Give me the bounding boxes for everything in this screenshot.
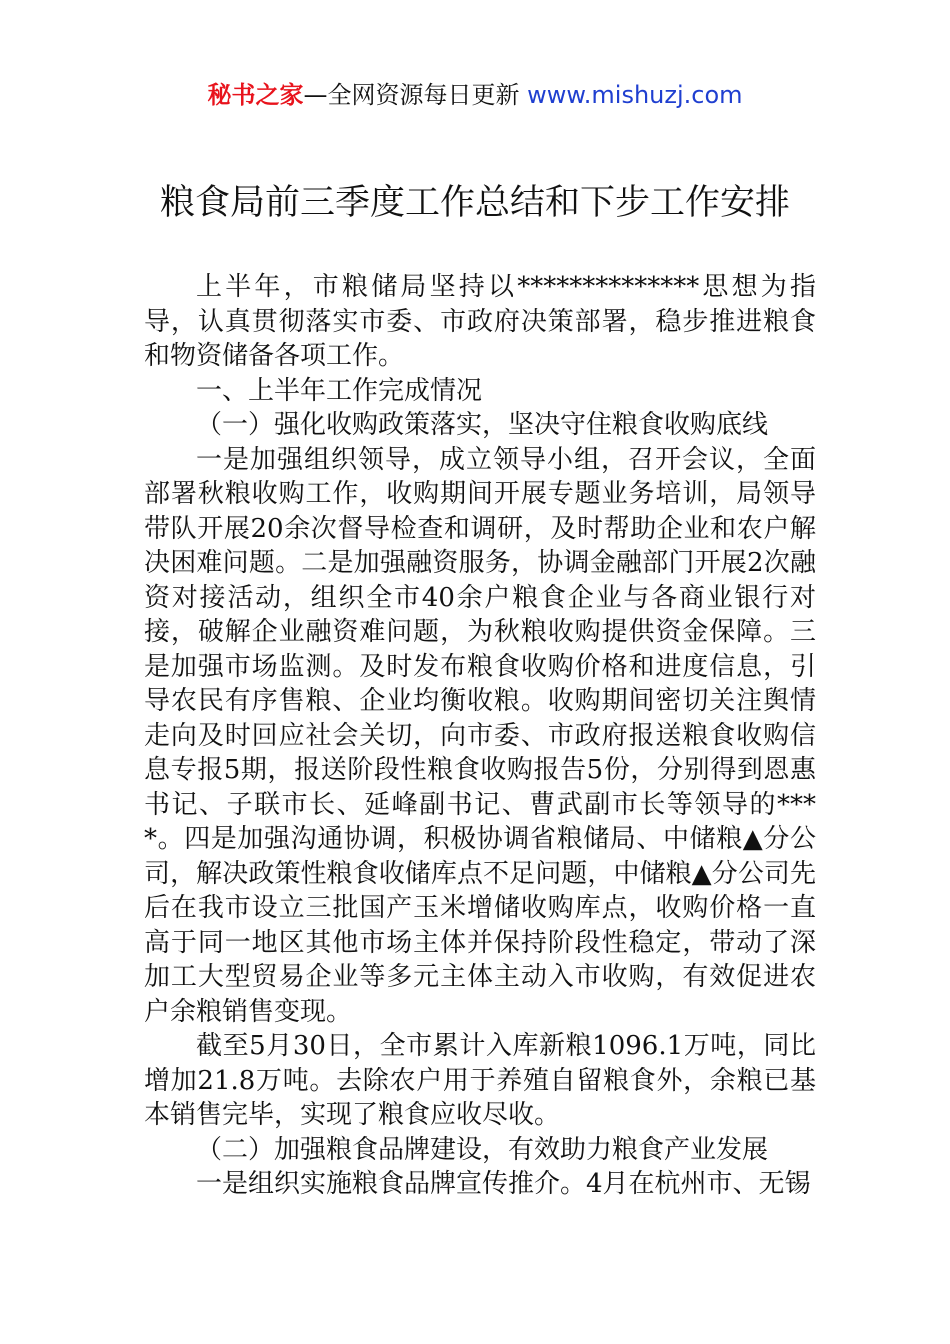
intro-paragraph: 上半年，市粮储局坚持以**************思想为指导，认真贯彻落实市委、市政府决策部署，稳步推进粮食和物资储备各项工作。 — [144, 272, 816, 371]
body-paragraph: 一是组织实施粮食品牌宣传推介。4月在杭州市、无锡 — [196, 1169, 811, 1199]
subsection-heading: （二）加强粮食品牌建设，有效助力粮食产业发展 — [196, 1134, 769, 1165]
subsection-heading: （一）强化收购政策落实，坚决守住粮食收购底线 — [196, 410, 769, 440]
brand-name: 秘书之家 — [207, 81, 304, 109]
site-banner — [0, 78, 950, 112]
site-url: www.mishuzj.com — [519, 81, 743, 109]
banner-slogan: —全网资源每日更新 — [303, 81, 520, 109]
section-heading: 一、上半年工作完成情况 — [196, 375, 483, 406]
body-paragraph: 一是加强组织领导，成立领导小组，召开会议，全面部署秋粮收购工作，收购期间开展专题业务培训，局领导带队开展20余次督导检查和调研，及时帮助企业和农户解决困难问题。二是加强融资服务，协调金融部门开展2次融资对接活动，组织全市40余户粮食企业与各商业银行对接，破解企业融资难问题，为秋粮收购提供资金保障。三是加强市场监测。及时发布粮食收购价格和进度信息，引导农民有序售粮、企业均衡收粮。收购期间密切关注舆情走向及时回应社会关切，向市委、市政府报送粮食收购信息专报5期，报送阶段性粮食收购报告5份，分别得到恩惠书记、子联市长、延峰副书记、曹武副市长等领导的****。四是加强沟通协调，积极协调省粮储局、中储粮▲分公司，解决政策性粮食收储库点不足问题，中储粮▲分公司先后在我市设立三批国产玉米增储收购库点，收购价格一直高于同一地区其他市场主体并保持阶段性稳定，带动了深加工大型贸易企业等多元主体主动入市收购，有效促进农户余粮销售变现。 — [144, 444, 816, 1027]
document-body — [144, 270, 816, 1202]
body-paragraph: 截至5月30日，全市累计入库新粮1096.1万吨，同比增加21.8万吨。去除农户用于养殖自留粮食外，余粮已基本销售完毕，实现了粮食应收尽收。 — [144, 1031, 816, 1130]
document-title: 粮食局前三季度工作总结和下步工作安排 — [159, 183, 790, 223]
